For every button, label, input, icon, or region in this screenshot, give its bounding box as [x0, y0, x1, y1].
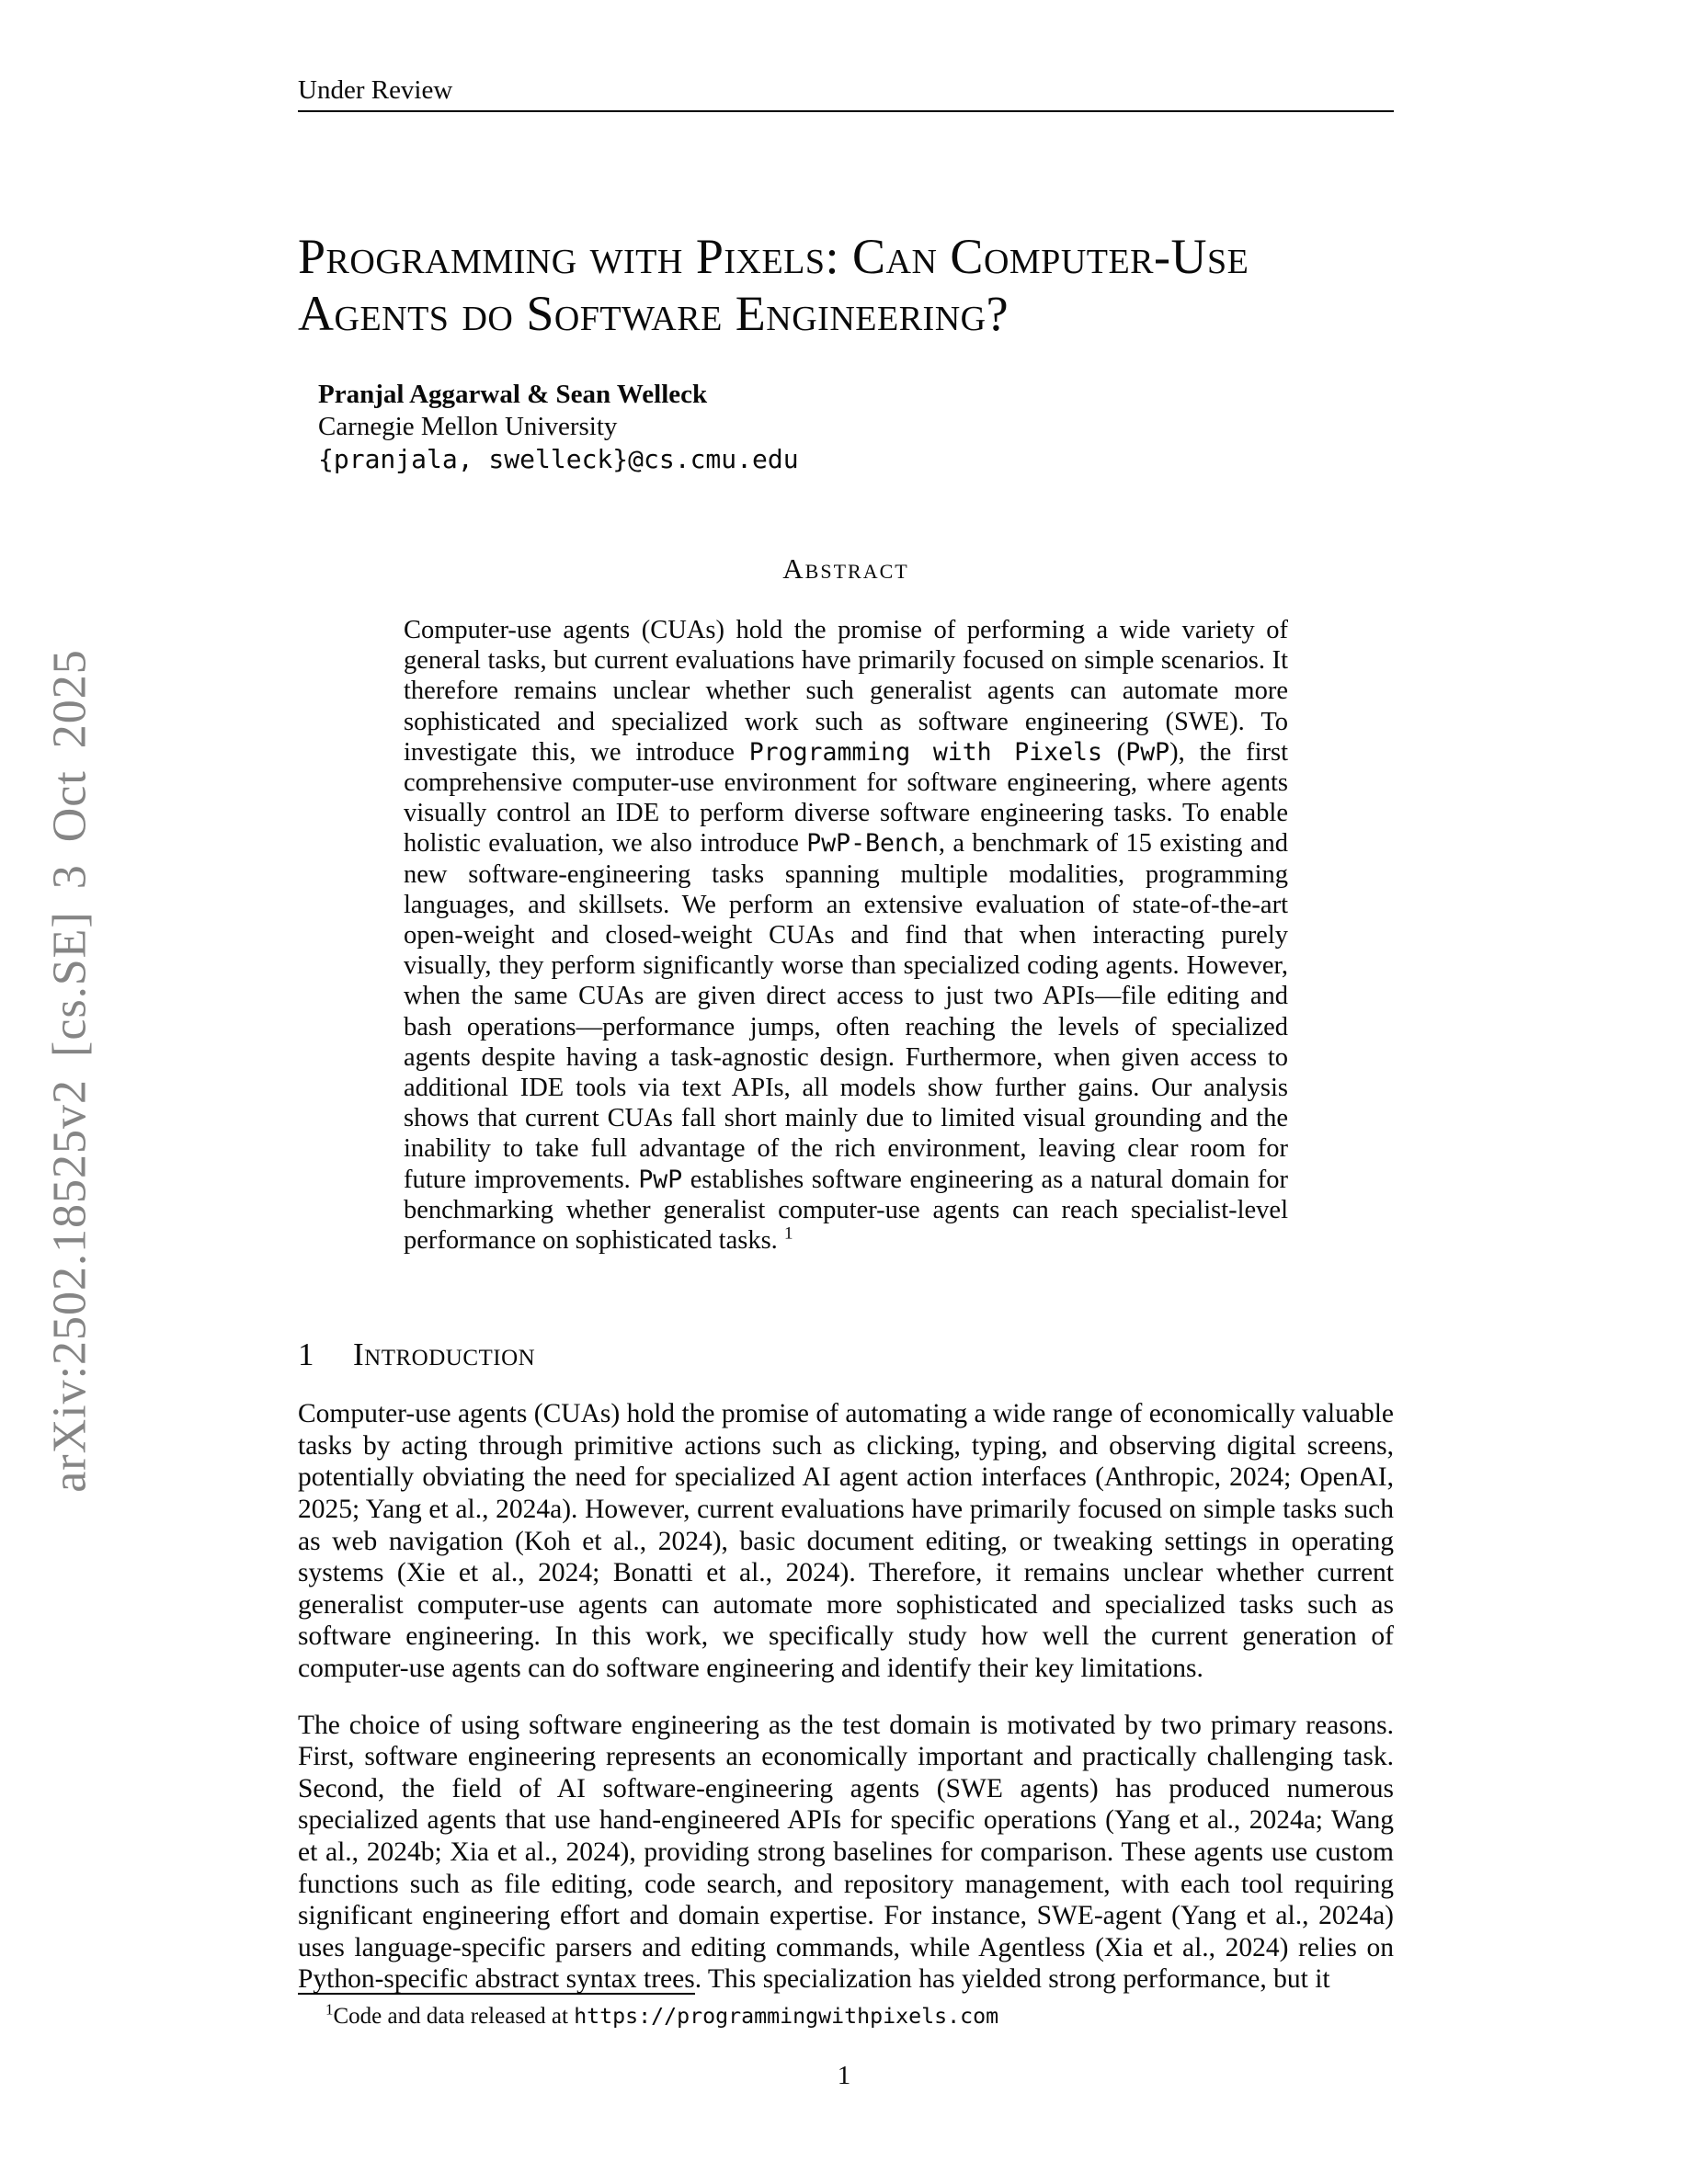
footnote-rule — [298, 1993, 695, 1995]
paper-content-column — [298, 0, 1394, 1996]
section-title: Introduction — [353, 1337, 536, 1373]
intro-paragraph-1: Computer-use agents (CUAs) hold the promise of automating a wide range of economically valuable tasks by acting through primitive actions such as clicking, typing, and observing digital screens, potentially obviating the need for specialized AI agent action interfaces (Anthropic, 2024; OpenAI, 2025; Yang et al., 2024a). However, current evaluations have primarily focused on simple tasks such as web navigation (Koh et al., 2024), basic document editing, or tweaking settings in operating systems (Xie et al., 2024; Bonatti et al., 2024). Therefore, it remains unclear whether current generalist computer-use agents can automate more sophisticated and specialized tasks such as software engineering. In this work, we specifically study how well the current generation of computer-use agents can do software engineering and identify their key limitations. — [298, 1399, 1394, 1684]
author-names: Pranjal Aggarwal & Sean Welleck — [318, 380, 708, 409]
page-number: 1 — [837, 2061, 851, 2090]
footnote-url-link[interactable]: https://programmingwithpixels.com — [574, 2004, 999, 2029]
section-number: 1 — [298, 1337, 314, 1373]
paper-title-line1: Programming with Pixels: Can Computer-Use — [298, 229, 1249, 284]
author-email: {pranjala, swelleck}@cs.cmu.edu — [318, 444, 799, 474]
author-affiliation: Carnegie Mellon University — [318, 412, 618, 441]
author-block — [318, 379, 1394, 475]
section-heading-introduction — [298, 1337, 1394, 1373]
paper-title — [298, 228, 1394, 342]
abstract-text: Computer-use agents (CUAs) hold the promise of performing a wide variety of general tasks, but current evaluations have primarily focused on simple scenarios. It therefore remains unclear whether such generalist agents can automate more sophisticated and specialized work such as software engineering (SWE). To investigate this, we introduce Programming with Pixels (PwP), the first comprehensive computer-use environment for software engineering, where agents visually control an IDE to perform diverse software engineering tasks. To enable holistic evaluation, we also introduce PwP-Bench, a benchmark of 15 existing and new software-engineering tasks spanning multiple modalities, programming languages, and skillsets. We perform an extensive evaluation of state-of-the-art open-weight and closed-weight CUAs and find that when interacting purely visually, they perform significantly worse than specialized coding agents. However, when the same CUAs are given direct access to just two APIs—file editing and bash operations—performance jumps, often reaching the levels of specialized agents despite having a task-agnostic design. Furthermore, when given access to additional IDE tools via text APIs, all models show further gains. Our analysis shows that current CUAs fall short mainly due to limited visual grounding and the inability to take full advantage of the rich environment, leaving clear room for future improvements. PwP establishes software engineering as a natural domain for benchmarking whether generalist computer-use agents can reach specialist-level performance on sophisticated tasks. $^1$ — [404, 616, 1289, 1256]
arxiv-watermark: arXiv:2502.18525v2 [cs.SE] 3 Oct 2025 — [43, 649, 97, 1493]
footnote-block — [298, 1993, 1394, 2030]
paper-title-line2: Agents do Software Engineering? — [298, 286, 1009, 341]
intro-paragraph-2: The choice of using software engineering as the test domain is motivated by two primary reasons. First, software engineering represents an economically important and practically challenging task. Second, the field of AI software-engineering agents (SWE agents) has produced numerous specialized agents that use hand-engineered APIs for specific operations (Yang et al., 2024a; Wang et al., 2024b; Xia et al., 2024), providing strong baselines for comparison. These agents use custom functions such as file editing, code search, and repository management, with each tool requiring significant engineering effort and domain expertise. For instance, SWE-agent (Yang et al., 2024a) uses language-specific parsers and editing commands, while Agentless (Xia et al., 2024) relies on Python-specific abstract syntax trees. This specialization has yielded strong performance, but it — [298, 1710, 1394, 1995]
footnote-text: $^1$Code and data released at https://programmingwithpixels.com — [325, 2000, 999, 2029]
running-header: Under Review — [298, 0, 1394, 112]
abstract-heading: Abstract — [782, 552, 909, 585]
